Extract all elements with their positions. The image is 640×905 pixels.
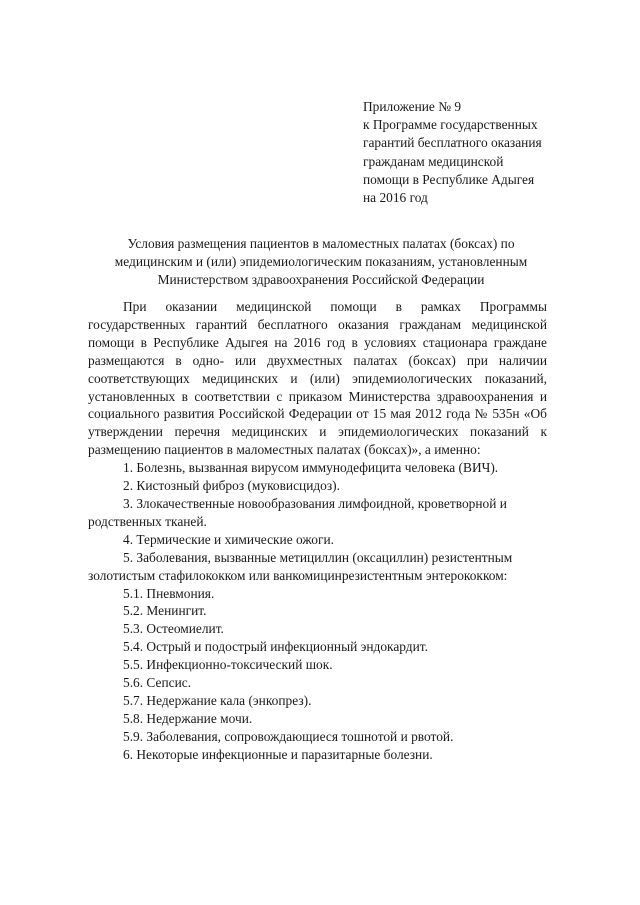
list-item: 4. Термические и химические ожоги. [123, 531, 334, 547]
sub-list-item: 5.9. Заболевания, сопровождающиеся тошнотой и рвотой. [123, 728, 454, 744]
appendix-line: гарантий бесплатного оказания [363, 135, 542, 151]
intro-paragraph: При оказании медицинской помощи в рамках Программы государственных гарантий бесплатного оказания гражданам медицинской помощи в Республике Адыгея на 2016 год в условиях стационара граждане размещаются в одно- или двухместных палатах (боксах) при наличии соответствующих медицинских и (или) эпидемиологических показаний, установленных в соответствии с приказом Министерства здравоохранения и социального развития Российской Федерации от 15 мая 2012 года № 535н «Об утверждении перечня медицинских и эпидемиологических показаний к размещению пациентов в маломестных палатах (боксах)», а именно: [88, 299, 547, 458]
list-item: 1. Болезнь, вызванная вирусом иммунодефицита человека (ВИЧ). [123, 460, 499, 476]
sub-list-item: 5.4. Острый и подострый инфекционный эндокардит. [123, 639, 428, 655]
appendix-line: Приложение № 9 [363, 99, 462, 114]
sub-list-item: 5.1. Пневмония. [123, 585, 215, 601]
list-item: 5. Заболевания, вызванные метициллин (оксациллин) резистентным золотистым стафилококком или ванкомицинрезистентным энтерококком: [88, 549, 513, 583]
sub-list-item: 5.7. Недержание кала (энкопрез). [123, 692, 312, 708]
appendix-line: на 2016 год [363, 190, 428, 206]
sub-list-item: 5.5. Инфекционно-токсический шок. [123, 657, 333, 673]
conditions-list [88, 459, 547, 763]
list-item: 2. Кистозный фиброз (муковисцидоз). [123, 478, 340, 494]
appendix-line: гражданам медицинской [363, 153, 504, 169]
appendix-line: к Программе государственных [363, 117, 538, 133]
appendix-header [363, 98, 603, 207]
document-title: Условия размещения пациентов в маломестных палатах (боксах) по медицинским и (или) эпидемиологическим показаниям, установленным Министерством здравоохранения Российской Федерации [114, 236, 528, 287]
sub-list-item: 5.8. Недержание мочи. [123, 710, 253, 726]
sub-list-item: 5.2. Менингит. [123, 603, 207, 619]
document-body [88, 298, 547, 764]
appendix-line: помощи в Республике Адыгея [363, 171, 535, 187]
list-item: 3. Злокачественные новообразования лимфоидной, кроветворной и родственных тканей. [88, 495, 507, 529]
list-item: 6. Некоторые инфекционные и паразитарные болезни. [123, 746, 433, 762]
sub-list-item: 5.3. Остеомиелит. [123, 621, 224, 637]
sub-list-item: 5.6. Сепсис. [123, 675, 192, 691]
